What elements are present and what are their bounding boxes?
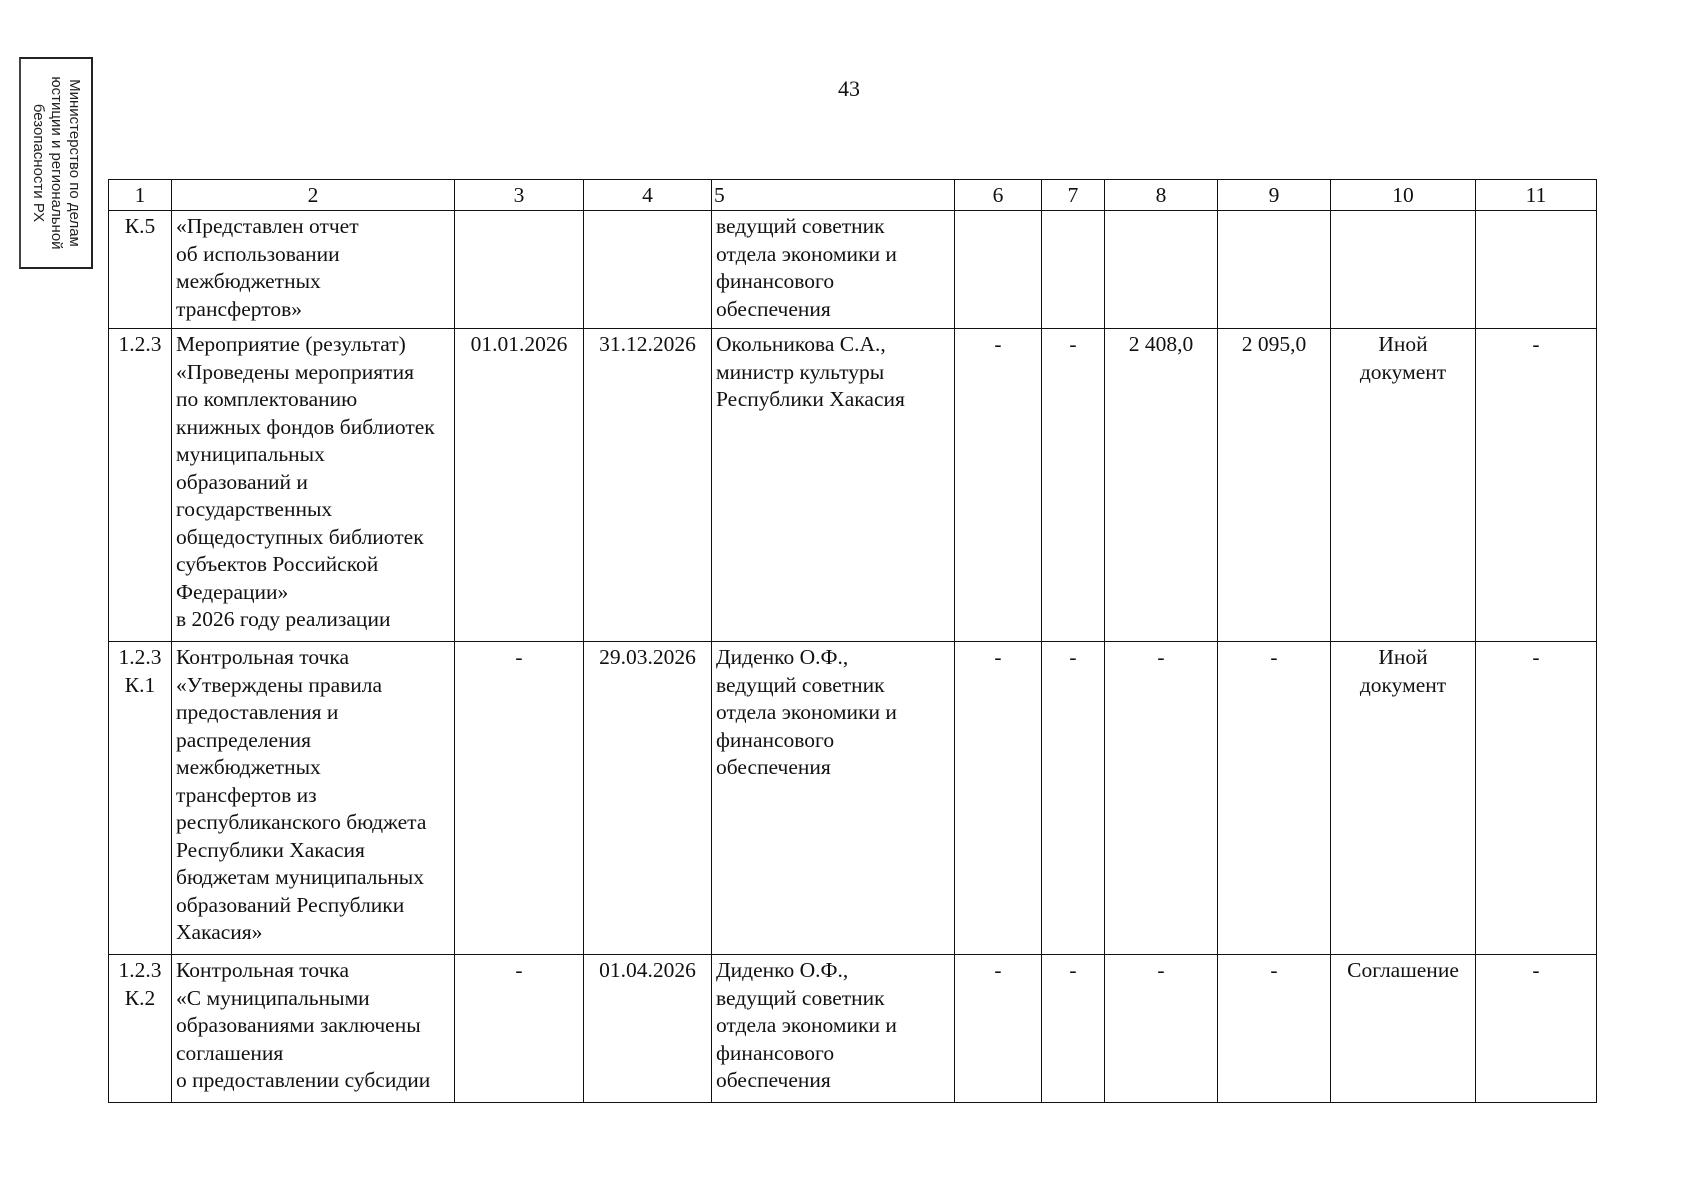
row-code: 1.2.3 К.1 [109, 642, 172, 955]
row-col7 [1042, 211, 1105, 329]
row-code: 1.2.3 К.2 [109, 955, 172, 1103]
row-start-date [455, 211, 584, 329]
header-cell: 1 [109, 180, 172, 211]
header-cell: 11 [1476, 180, 1597, 211]
row-end-date: 31.12.2026 [584, 329, 712, 642]
row-start-date: 01.01.2026 [455, 329, 584, 642]
row-end-date [584, 211, 712, 329]
row-name: Контрольная точка «С муниципальными образованиями заключены соглашения о предоставлении субсидии [172, 955, 455, 1103]
row-start-date: - [455, 642, 584, 955]
plan-table [108, 179, 1597, 1103]
row-start-date: - [455, 955, 584, 1103]
row-col6: - [955, 329, 1042, 642]
row-code: К.5 [109, 211, 172, 329]
header-cell: 4 [584, 180, 712, 211]
header-cell: 9 [1218, 180, 1331, 211]
row-col6: - [955, 642, 1042, 955]
row-col8: - [1105, 642, 1218, 955]
header-cell: 2 [172, 180, 455, 211]
row-responsible: Окольникова С.А., министр культуры Республики Хакасия [712, 329, 955, 642]
row-col11: - [1476, 329, 1597, 642]
row-col11: - [1476, 642, 1597, 955]
row-responsible: Диденко О.Ф., ведущий советник отдела экономики и финансового обеспечения [712, 955, 955, 1103]
row-col6: - [955, 955, 1042, 1103]
header-cell: 5 [712, 180, 955, 211]
row-col10 [1331, 211, 1476, 329]
row-end-date: 29.03.2026 [584, 642, 712, 955]
row-responsible: ведущий советник отдела экономики и финансового обеспечения [712, 211, 955, 329]
table-row [109, 955, 1597, 1103]
row-col8: 2 408,0 [1105, 329, 1218, 642]
row-col9: - [1218, 955, 1331, 1103]
row-col7: - [1042, 642, 1105, 955]
row-col10: Иной документ [1331, 642, 1476, 955]
row-col11 [1476, 211, 1597, 329]
page-number: 43 [838, 76, 860, 101]
table-row [109, 211, 1597, 329]
stamp-line: юстиции и региональной [48, 76, 65, 250]
row-end-date: 01.04.2026 [584, 955, 712, 1103]
row-col9 [1218, 211, 1331, 329]
row-col6 [955, 211, 1042, 329]
row-name: «Представлен отчет об использовании межбюджетных трансфертов» [172, 211, 455, 329]
row-code: 1.2.3 [109, 329, 172, 642]
row-name: Мероприятие (результат) «Проведены мероприятия по комплектованию книжных фондов библиотек муниципальных образований и государственных общедоступных библиотек субъектов Российской Федерации» в 2026 году реализации [172, 329, 455, 642]
table-row [109, 642, 1597, 955]
row-name: Контрольная точка «Утверждены правила предоставления и распределения межбюджетных трансфертов из республиканского бюджета Республики Хакасия бюджетам муниципальных образований Республики Хакасия» [172, 642, 455, 955]
header-cell: 10 [1331, 180, 1476, 211]
row-col7: - [1042, 329, 1105, 642]
row-col8 [1105, 211, 1218, 329]
header-row [109, 180, 1597, 211]
row-col9: 2 095,0 [1218, 329, 1331, 642]
row-col10: Иной документ [1331, 329, 1476, 642]
row-col9: - [1218, 642, 1331, 955]
stamp-line: безопасности РХ [30, 103, 47, 223]
row-col7: - [1042, 955, 1105, 1103]
row-responsible: Диденко О.Ф., ведущий советник отдела экономики и финансового обеспечения [712, 642, 955, 955]
stamp-text [29, 63, 83, 263]
registration-stamp [19, 57, 93, 269]
table-row [109, 329, 1597, 642]
stamp-line: Министерство по делам [66, 79, 83, 247]
header-cell: 7 [1042, 180, 1105, 211]
row-col8: - [1105, 955, 1218, 1103]
header-cell: 8 [1105, 180, 1218, 211]
row-col11: - [1476, 955, 1597, 1103]
header-cell: 6 [955, 180, 1042, 211]
row-col10: Соглашение [1331, 955, 1476, 1103]
header-cell: 3 [455, 180, 584, 211]
